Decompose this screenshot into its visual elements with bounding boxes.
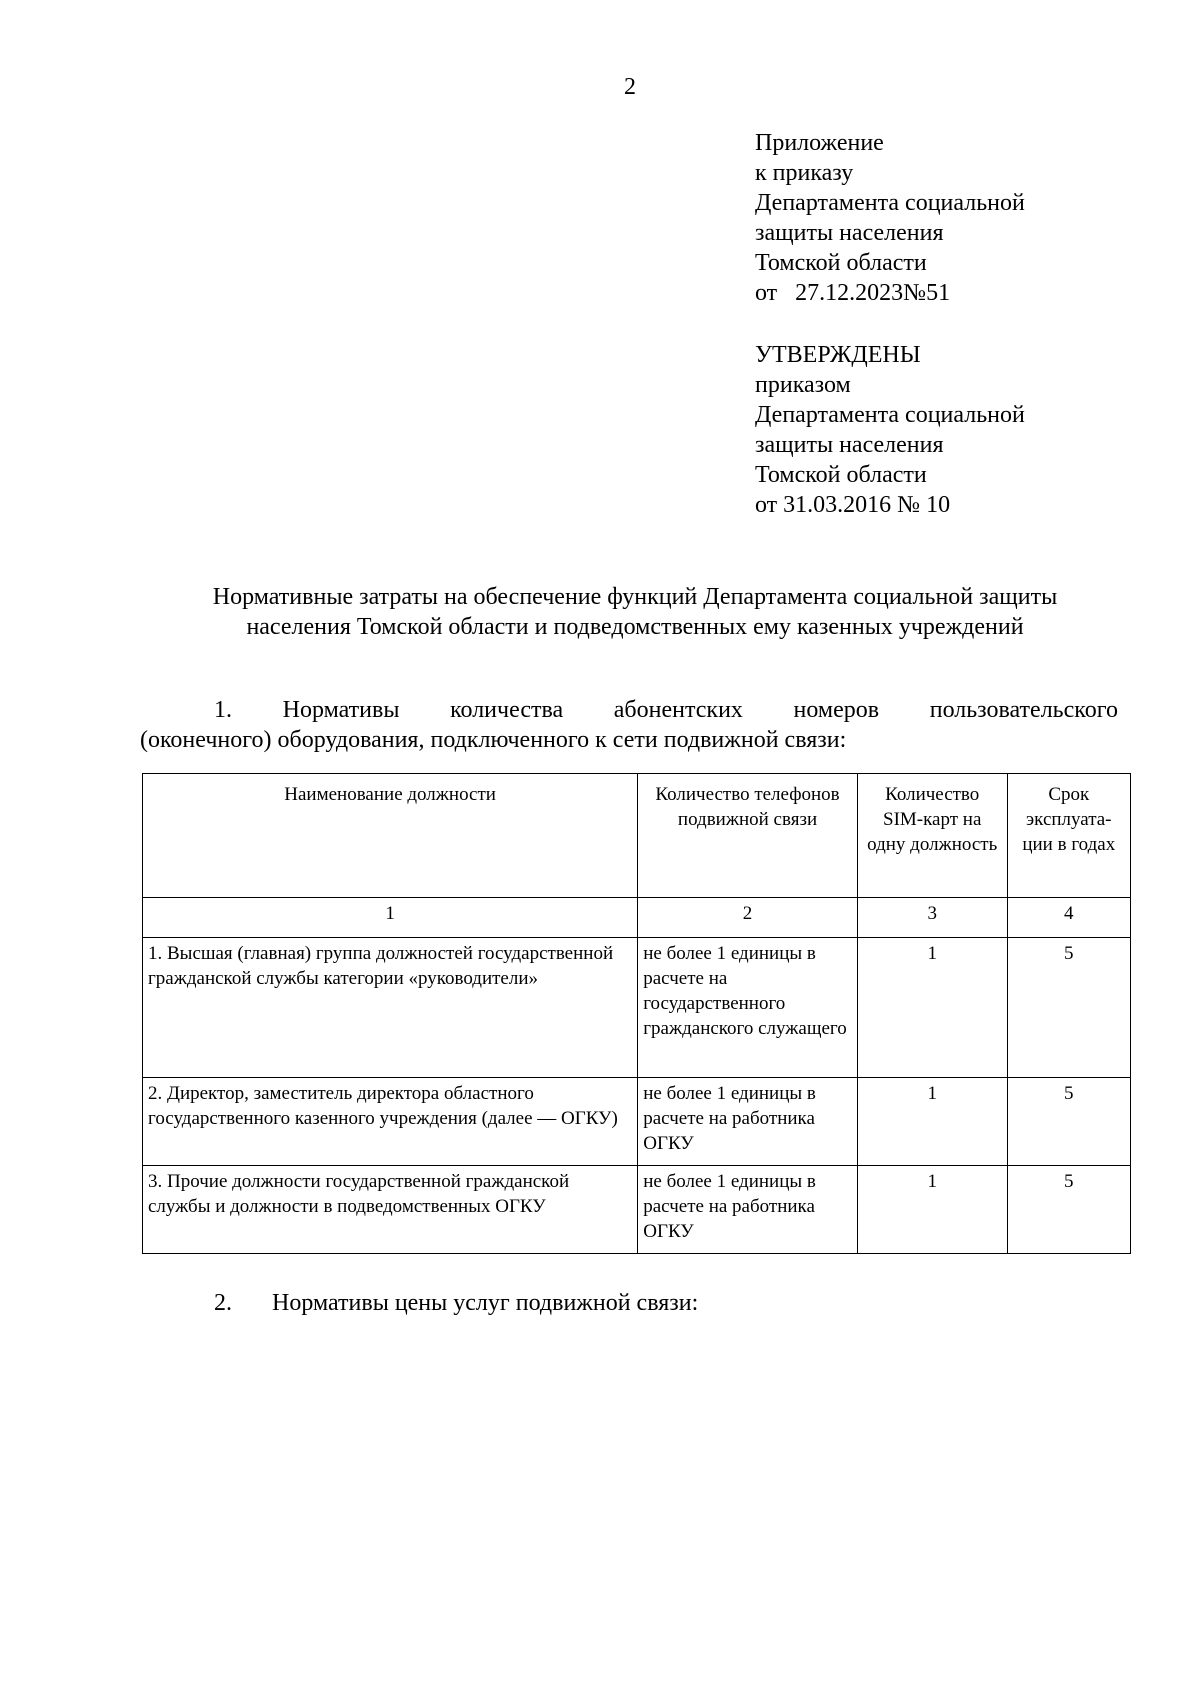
section-2-text: Нормативы цены услуг подвижной связи:	[272, 1290, 699, 1316]
table-row	[143, 938, 1131, 1078]
header-service-life: Срок эксплуата-ции в годах	[1007, 774, 1130, 898]
appendix-line: Департамента социальной	[755, 190, 1025, 216]
column-number: 2	[638, 898, 858, 938]
header-sim-cards: Количество SIM-карт на одну должность	[857, 774, 1007, 898]
section-1-word: пользовательского	[929, 697, 1118, 723]
cell-years: 5	[1007, 1078, 1130, 1166]
column-number: 3	[857, 898, 1007, 938]
appendix-block	[755, 128, 1025, 308]
section-1-word: количества	[450, 697, 564, 723]
table-row	[143, 1166, 1131, 1254]
section-1-word: Нормативы	[282, 697, 400, 723]
approved-line: приказом	[755, 372, 851, 398]
cell-position: 2. Директор, заместитель директора областного государственного казенного учреждения (далее — ОГКУ)	[143, 1078, 638, 1166]
cell-sim: 1	[857, 1078, 1007, 1166]
cell-sim: 1	[857, 1166, 1007, 1254]
section-1-line-1	[140, 695, 1118, 725]
table-header-row	[143, 774, 1131, 898]
section-1-number: 1.	[214, 697, 232, 723]
appendix-order-date: от 27.12.2023№51	[755, 280, 951, 306]
header-position: Наименование должности	[143, 774, 638, 898]
document-title	[140, 582, 1130, 642]
appendix-line: Томской области	[755, 250, 927, 276]
section-2-number: 2.	[214, 1290, 232, 1316]
section-1-word: абонентских	[613, 697, 743, 723]
approved-line: Департамента социальной	[755, 402, 1025, 428]
cell-position: 1. Высшая (главная) группа должностей государственной гражданской службы категории «руководители»	[143, 938, 638, 1078]
column-number: 1	[143, 898, 638, 938]
cell-sim: 1	[857, 938, 1007, 1078]
title-line-2: населения Томской области и подведомственных ему казенных учреждений	[246, 614, 1024, 640]
section-1-line-2: (оконечного) оборудования, подключенного к сети подвижной связи:	[140, 727, 847, 753]
table-row	[143, 1078, 1131, 1166]
cell-years: 5	[1007, 1166, 1130, 1254]
title-line-1: Нормативные затраты на обеспечение функций Департамента социальной защиты	[212, 584, 1058, 610]
page-number: 2	[624, 74, 636, 100]
column-number-row	[143, 898, 1131, 938]
cell-phones: не более 1 единицы в расчете на работника ОГКУ	[638, 1166, 858, 1254]
appendix-line: к приказу	[755, 160, 854, 186]
section-1-word: номеров	[793, 697, 880, 723]
header-phones: Количество телефонов подвижной связи	[638, 774, 858, 898]
cell-phones: не более 1 единицы в расчете на государственного гражданского служащего	[638, 938, 858, 1078]
approved-order-date: от 31.03.2016 № 10	[755, 492, 951, 518]
section-2-heading	[214, 1288, 698, 1318]
cell-phones: не более 1 единицы в расчете на работника ОГКУ	[638, 1078, 858, 1166]
norms-table	[142, 773, 1131, 1254]
approved-heading: УТВЕРЖДЕНЫ	[755, 342, 921, 368]
column-number: 4	[1007, 898, 1130, 938]
appendix-line: защиты населения	[755, 220, 944, 246]
appendix-line: Приложение	[755, 130, 884, 156]
approved-line: Томской области	[755, 462, 927, 488]
cell-position: 3. Прочие должности государственной гражданской службы и должности в подведомственных ОГКУ	[143, 1166, 638, 1254]
cell-years: 5	[1007, 938, 1130, 1078]
approved-line: защиты населения	[755, 432, 944, 458]
approved-block	[755, 340, 1025, 520]
section-1-heading	[140, 695, 1118, 755]
